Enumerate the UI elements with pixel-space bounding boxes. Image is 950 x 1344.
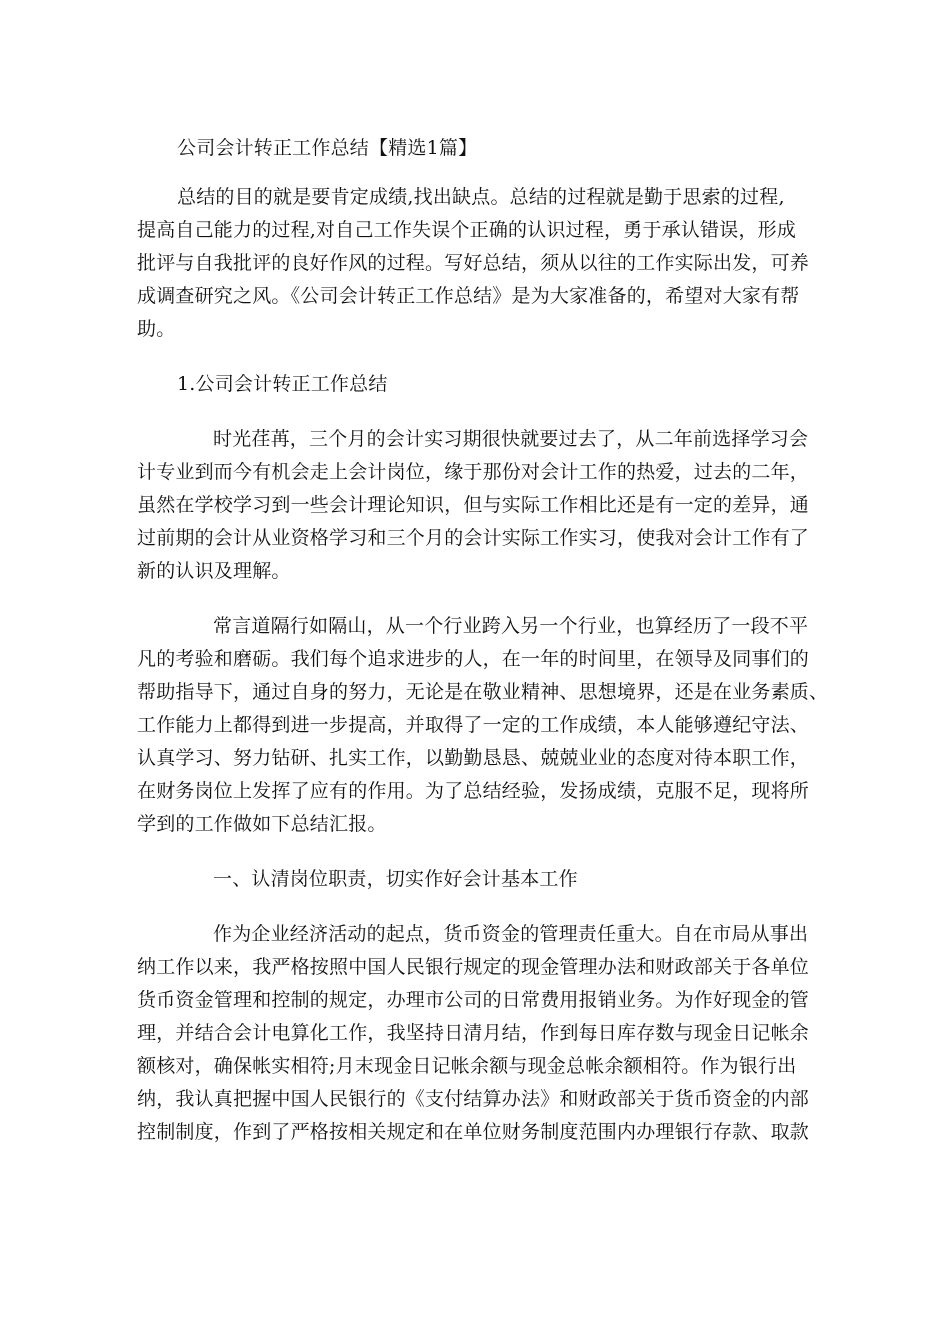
body-paragraph-1 <box>137 423 817 588</box>
paragraph-line: 学到的工作做如下总结汇报。 <box>137 813 387 835</box>
spacer <box>137 841 817 863</box>
paragraph-line: 新的认识及理解。 <box>137 560 291 582</box>
section-heading: 1.公司会计转正工作总结 <box>177 373 388 395</box>
paragraph-line: 纳，我认真把握中国人民银行的《支付结算办法》和财政部关于货币资金的内部 <box>137 1088 810 1110</box>
paragraph-line: 总结的目的就是要肯定成绩,找出缺点。总结的过程就是勤于思索的过程, <box>177 186 785 208</box>
paragraph-line: 常言道隔行如隔山，从一个行业跨入另一个行业，也算经历了一段不平 <box>213 615 809 637</box>
spacer <box>137 401 817 423</box>
document-body <box>137 132 829 1149</box>
subsection-heading: 一、认清岗位职责，切实作好会计基本工作 <box>213 868 578 890</box>
paragraph-line: 额核对，确保帐实相符;月末现金日记帐余额与现金总帐余额相符。作为银行出 <box>137 1055 797 1077</box>
paragraph-line: 纳工作以来，我严格按照中国人民银行规定的现金管理办法和财政部关于各单位 <box>137 956 810 978</box>
paragraph-line: 凡的考验和磨砺。我们每个追求进步的人，在一年的时间里，在领导及同事们的 <box>137 648 810 670</box>
paragraph-line: 计专业到而今有机会走上会计岗位，缘于那份对会计工作的热爱，过去的二年， <box>137 461 810 483</box>
paragraph-line: 成调查研究之风。《公司会计转正工作总结》是为大家准备的，希望对大家有帮 <box>137 285 800 307</box>
paragraph-line: 认真学习、努力钻研、扎实工作，以勤勤恳恳、兢兢业业的态度对待本职工作， <box>137 747 810 769</box>
paragraph-line: 助。 <box>137 318 176 340</box>
paragraph-line: 批评与自我批评的良好作风的过程。写好总结，须从以往的工作实际出发，可养 <box>137 252 810 274</box>
paragraph-line: 虽然在学校学习到一些会计理论知识，但与实际工作相比还是有一定的差异，通 <box>137 494 810 516</box>
body-paragraph-3 <box>137 918 817 1149</box>
paragraph-line: 控制制度，作到了严格按相关规定和在单位财务制度范围内办理银行存款、取款 <box>137 1121 810 1143</box>
paragraph-line: 工作能力上都得到进一步提高，并取得了一定的工作成绩，本人能够遵纪守法、 <box>137 714 810 736</box>
paragraph-line: 作为企业经济活动的起点，货币资金的管理责任重大。自在市局从事出 <box>213 923 809 945</box>
paragraph-line: 过前期的会计从业资格学习和三个月的会计实际工作实习，使我对会计工作有了 <box>137 527 810 549</box>
paragraph-line: 在财务岗位上发挥了应有的作用。为了总结经验，发扬成绩，克服不足，现将所 <box>137 780 810 802</box>
paragraph-line: 提高自己能力的过程,对自己工作失误个正确的认识过程，勇于承认错误，形成 <box>137 219 797 241</box>
spacer <box>137 346 817 368</box>
spacer <box>137 165 817 181</box>
body-paragraph-2 <box>137 610 829 841</box>
paragraph-line: 时光荏苒，三个月的会计实习期很快就要过去了，从二年前选择学习会 <box>213 428 809 450</box>
spacer <box>137 896 817 918</box>
spacer <box>137 588 817 610</box>
document-title: 公司会计转正工作总结【精选1篇】 <box>177 137 478 159</box>
paragraph-line: 理，并结合会计电算化工作，我坚持日清月结，作到每日库存数与现金日记帐余 <box>137 1022 810 1044</box>
paragraph-line: 帮助指导下，通过自身的努力，无论是在敬业精神、思想境界，还是在业务素质、 <box>137 681 829 703</box>
intro-paragraph <box>137 181 817 346</box>
paragraph-line: 货币资金管理和控制的规定，办理市公司的日常费用报销业务。为作好现金的管 <box>137 989 810 1011</box>
